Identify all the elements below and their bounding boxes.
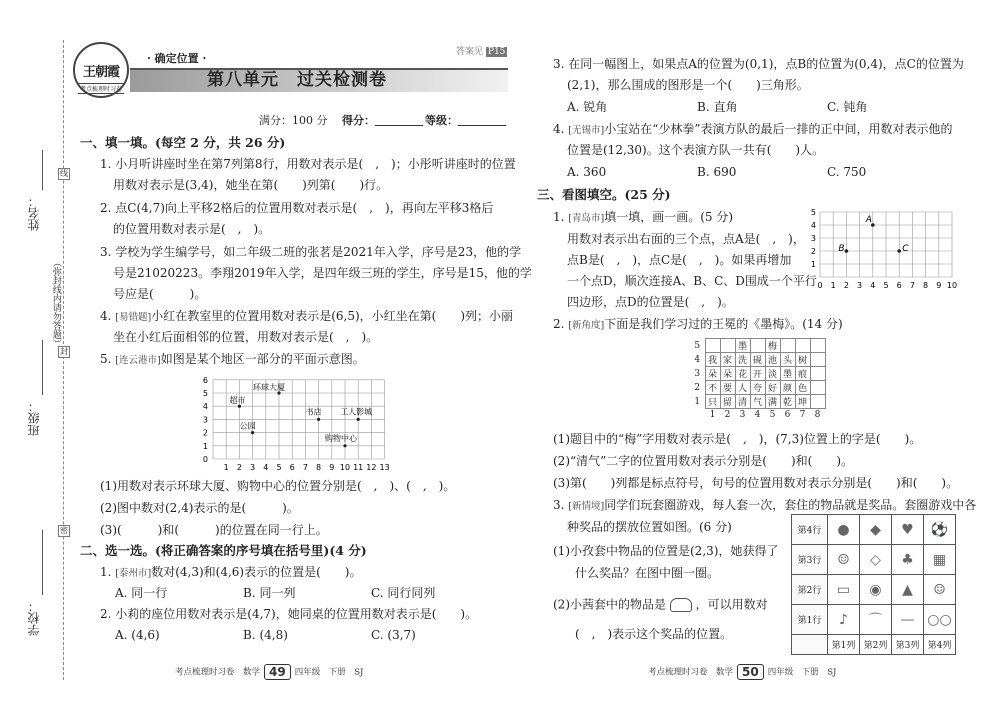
prize-item-icon: ♥ [892,515,924,545]
poem-cell [810,353,825,367]
x-tick-label: 8 [316,463,322,472]
x-tick-label: 12 [366,463,377,472]
question-text: 种奖品的摆放位置如图。(6 分) [567,520,732,534]
poem-cell [705,339,720,353]
prize-item-icon: ◉ [860,575,892,605]
poem-cell: 池 [765,353,780,367]
question-text: 4. [无锡市]小宝站在“少林拳”表演方队的最后一排的正中间，用数对表示他的 [553,122,953,136]
y-tick-label: 0 [202,455,208,464]
poem-cell: 留 [720,395,735,409]
name-blank [42,150,43,190]
full-score: 满分：100 分 [259,114,328,127]
poem-cell [750,339,765,353]
option-b: B. 同一列 [243,586,296,600]
poem-cell: 洗 [735,353,750,367]
prize-row-label: 第3行 [792,545,828,575]
x-tick-label: 3 [250,463,256,472]
x-tick-label: 7 [909,281,915,290]
question-text: 2. [新角度]下面是我们学习过的王冕的《墨梅》。(14 分) [553,317,843,331]
poem-cell [810,339,825,353]
y-tick-label: 1 [202,441,208,451]
prize-col-label: 第2列 [860,635,892,655]
poem-axis-label: 2 [724,410,731,421]
point-marker [845,249,849,253]
x-tick-label: 13 [379,463,390,472]
y-tick-label: 2 [810,247,816,256]
poem-axis-label: 1 [709,410,716,421]
question-text: (1)题目中的“梅”字用数对表示是( , )，(7,3)位置上的字是( )。 [553,432,922,446]
x-tick-label: 3 [857,281,863,290]
option-b: B. 690 [697,165,737,179]
page-title: 第八单元 过关检测卷 [207,70,387,90]
poem-cell: 坤 [795,395,810,409]
answer-reference: 答案见 P15 [456,47,506,57]
poem-cell: 只 [705,395,720,409]
poem-axis-label: 3 [694,368,701,379]
poem-cell: 痕 [795,367,810,381]
place-label: 环球大厦 [253,383,285,392]
poem-cell: 颜 [780,381,795,395]
poem-cell: 开 [750,367,765,381]
seal-mark: 密 [60,526,68,535]
x-tick-label: 10 [946,281,958,290]
question-text: 一个点D，顺次连接A、B、C、D围成一个平行 [567,274,817,288]
prize-row-label: 第1行 [792,605,828,635]
poem-cell: 淡 [765,367,780,381]
x-tick-label: 4 [870,281,876,290]
poem-cell: 不 [705,381,720,395]
x-tick-label: 0 [817,281,823,290]
x-tick-label: 4 [263,463,269,472]
y-tick-label: 5 [202,389,208,398]
y-tick-label: 4 [202,402,208,412]
question-text: 1. [青岛市]填一填，画一画。(5 分) [553,210,734,224]
binding-dashed-line [63,40,64,680]
y-tick-label: 4 [810,221,816,230]
place-label: 公园 [239,421,256,431]
question-text: 5. [连云港市]如图是某个地区一部分的平面示意图。 [100,352,365,366]
question-text: 位置是(12,30)。这个表演方队一共有( )人。 [567,143,825,157]
section-graph-title: 三、看图填空。(25 分) [537,187,671,202]
question-text: (1)小孜套中物品的位置是(2,3)，她获得了 [553,544,779,558]
brand-logo: 王朝霞 考点梳理时习卷 [73,42,129,98]
prize-item-icon: ○○ [924,605,956,635]
option-b: B. (4,8) [243,628,288,642]
poem-cell [720,339,735,353]
x-tick-label: 9 [936,281,942,290]
poem-cell: 砚 [750,353,765,367]
prize-col-label: 第4列 [924,635,956,655]
y-tick-label: 6 [202,375,208,385]
x-tick-label: 8 [923,281,929,290]
poem-cell: 清 [735,395,750,409]
question-text: 号是21020223。李翔2019年入学，是四年级三班的学生，序号是15，他的学 [113,266,532,280]
point-label: A [865,215,872,225]
place-label: 超市 [229,396,246,406]
x-tick-label: 1 [223,463,229,472]
x-tick-label: 11 [353,463,364,472]
question-text: 3. 学校为学生编学号，如二年级二班的张茗是2021年入学，序号是23，他的学 [100,245,522,259]
poem-cell [780,339,795,353]
question-text: 4. [易错题]小红在教室里的位置用数对表示是(6,5)，小红坐在第( )列；小丽 [100,309,514,323]
question-text: 用数对表示是(3,4)，她坐在第( )列第( )行。 [113,178,389,192]
poem-cell: 墨 [780,367,795,381]
option-a: A. 锐角 [567,100,608,114]
y-tick-label: 1 [810,260,816,269]
poem-cell [810,381,825,395]
question-text: 什么奖品？在图中圈一圈。 [575,566,720,580]
poem-cell: 我 [705,353,720,367]
poem-axis-label: 3 [739,410,746,421]
question-text: (3)( )和( )的位置在同一行上。 [100,523,328,537]
poem-axis-label: 8 [814,410,821,421]
y-tick-label: 3 [202,415,208,425]
poem-axis-label: 4 [694,354,701,365]
school-blank [42,530,43,595]
prize-grid [791,514,956,655]
prize-item-icon: ⌒ [860,605,892,635]
x-tick-label: 2 [843,281,849,290]
section-choice-title: 二、选一选。(将正确答案的序号填在括号里)(4 分) [80,543,367,558]
place-point [343,444,346,447]
question-text: 坐在小红后面相邻的位置，用数对表示是( , )。 [113,330,379,344]
option-a: A. (4,6) [115,628,160,642]
question-text: (3)第( )列都是标点符号，句号的位置用数对表示分别是( )和( )。 [553,476,959,490]
prize-item-icon: ♣ [892,545,924,575]
x-tick-label: 5 [883,281,889,290]
place-point [357,418,360,421]
x-tick-label: 1 [830,281,836,290]
poem-cell: 要 [720,381,735,395]
question-text: 的位置用数对表示是( , )。 [113,222,271,236]
prize-col-label: 第1列 [828,635,860,655]
map-chart [195,372,400,472]
question-text: 2. 小莉的座位用数对表示是(4,7)，她同桌的位置用数对表示是( )。 [100,607,478,621]
question-text: (2)图中数对(2,4)表示的是( )。 [100,501,299,515]
option-c: C. 同行同列 [371,586,436,600]
poem-cell [810,395,825,409]
poem-cell: 朵 [705,367,720,381]
level-field: 等级： [425,115,506,126]
place-point [317,418,320,421]
prize-item-icon: ▲ [892,575,924,605]
poem-cell: 夸 [750,381,765,395]
prize-item-icon: ▦ [924,545,956,575]
x-tick-label: 2 [236,463,242,472]
poem-axis-label: 2 [694,382,701,393]
poem-grid [690,338,826,422]
class-blank [42,340,43,395]
seal-mark: 线 [60,169,68,178]
page-footer: 考点梳理时习卷 数学 50 四年级 下册 SJ [648,665,837,679]
prize-item-icon: ▭ [828,575,860,605]
x-tick-label: 10 [339,463,351,472]
question-text: 1. 小月听讲座时坐在第7列第8行，用数对表示是( , )；小彤听讲座时的位置 [100,157,516,171]
point-marker [897,249,901,253]
poem-cell: 梅 [765,339,780,353]
prize-item-icon: ♪ [828,605,860,635]
question-text: (2,1)，那么围成的图形是一个( )三角形。 [567,78,809,92]
poem-cell: 满 [765,395,780,409]
question-text: (2)“清气”二字的位置用数对表示分别是( )和( )。 [553,454,853,468]
poem-axis-label: 5 [769,410,776,421]
poem-axis-label: 5 [694,340,701,351]
question-text: 用数对表示出右面的三个点，点A是( , )， [567,232,805,246]
poem-axis-label [690,409,705,422]
x-tick-label: 6 [289,463,295,472]
poem-cell: 朵 [720,367,735,381]
poem-cell: 好 [765,381,780,395]
poem-cell: 头 [780,353,795,367]
poem-cell [795,339,810,353]
poem-cell: 墨 [735,339,750,353]
prize-item-icon: ◇ [860,545,892,575]
poem-axis-label: 4 [754,410,761,421]
prize-row-label: 第4行 [792,515,828,545]
prize-item-icon: ☺ [828,545,860,575]
prize-item-icon: — [892,605,924,635]
prize-item-icon: ● [828,515,860,545]
x-tick-label: 9 [329,463,335,472]
section-fill-title: 一、填一填。(每空 2 分，共 26 分) [80,135,286,150]
poem-cell: 花 [735,367,750,381]
question-text: (2)小茜套中的物品是 ，可以用数对 [553,597,768,612]
place-point [251,431,254,434]
question-text: ( , )表示这个奖品的位置。 [575,627,733,641]
seal-notice: （弥封线内请勿答题） [50,258,61,348]
poem-cell: 色 [795,381,810,395]
point-label: C [902,244,909,254]
prize-item-icon: ◆ [860,515,892,545]
option-a: A. 360 [567,165,607,179]
poem-cell: 家 [720,353,735,367]
point-chart [808,205,958,290]
question-text: 四边形，点D的位置是( , )。 [567,295,734,309]
question-text: 号应是( )。 [113,287,207,301]
question-text: 点B是( , )，点C是( , )。如果再增加 [567,253,792,267]
poem-axis-label: 1 [694,396,701,407]
score-field: 得分： [342,115,423,126]
poem-cell [810,367,825,381]
prize-item-icon: ⚽ [924,515,956,545]
prize-item-icon: ☺ [924,575,956,605]
x-tick-label: 5 [276,463,282,472]
poem-axis-label: 7 [799,410,806,421]
name-label: 姓名： [27,195,41,231]
y-tick-label: 5 [810,208,816,217]
question-text: 3. [新情境]同学们玩套圈游戏，每人套一次，套住的物品就是奖品。套圈游戏中各 [553,498,977,512]
option-b: B. 直角 [697,100,738,114]
poem-cell: 树 [795,353,810,367]
poem-cell: 乾 [780,395,795,409]
question-text: 3. 在同一幅图上，如果点A的位置为(0,1)，点B的位置为(0,4)，点C的位置为 [553,57,964,71]
bell-icon [670,598,692,612]
prize-row-label: 第2行 [792,575,828,605]
place-label: 工人影城 [340,407,373,417]
place-label: 书店 [305,407,322,417]
question-text: 1. [泰州市]数对(4,3)和(4,6)表示的位置是( )。 [100,565,362,579]
option-c: C. (3,7) [371,628,416,642]
unit-tag: · 确定位置 · [147,52,207,65]
page-footer: 考点梳理时习卷 数学 49 四年级 下册 SJ [175,665,364,679]
seal-mark: 封 [60,347,68,356]
school-label: 学校： [27,600,41,636]
option-c: C. 750 [827,165,867,179]
y-tick-label: 3 [810,234,816,243]
place-label: 购物中心 [325,433,357,443]
poem-cell: 人 [735,381,750,395]
x-tick-label: 7 [302,463,308,472]
poem-cell: 气 [750,395,765,409]
question-text: 2. 点C(4,7)向上平移2格后的位置用数对表示是( , )，再向左平移3格后 [100,201,494,215]
option-c: C. 钝角 [827,100,868,114]
poem-axis-label: 6 [784,410,791,421]
point-label: B [838,244,845,254]
prize-col-label: 第3列 [892,635,924,655]
question-text: (1)用数对表示环球大厦、购物中心的位置分别是( , )、( , )。 [100,479,456,493]
class-label: 班级： [27,400,41,436]
y-tick-label: 2 [202,428,208,438]
x-tick-label: 6 [896,281,902,290]
option-a: A. 同一行 [115,586,168,600]
